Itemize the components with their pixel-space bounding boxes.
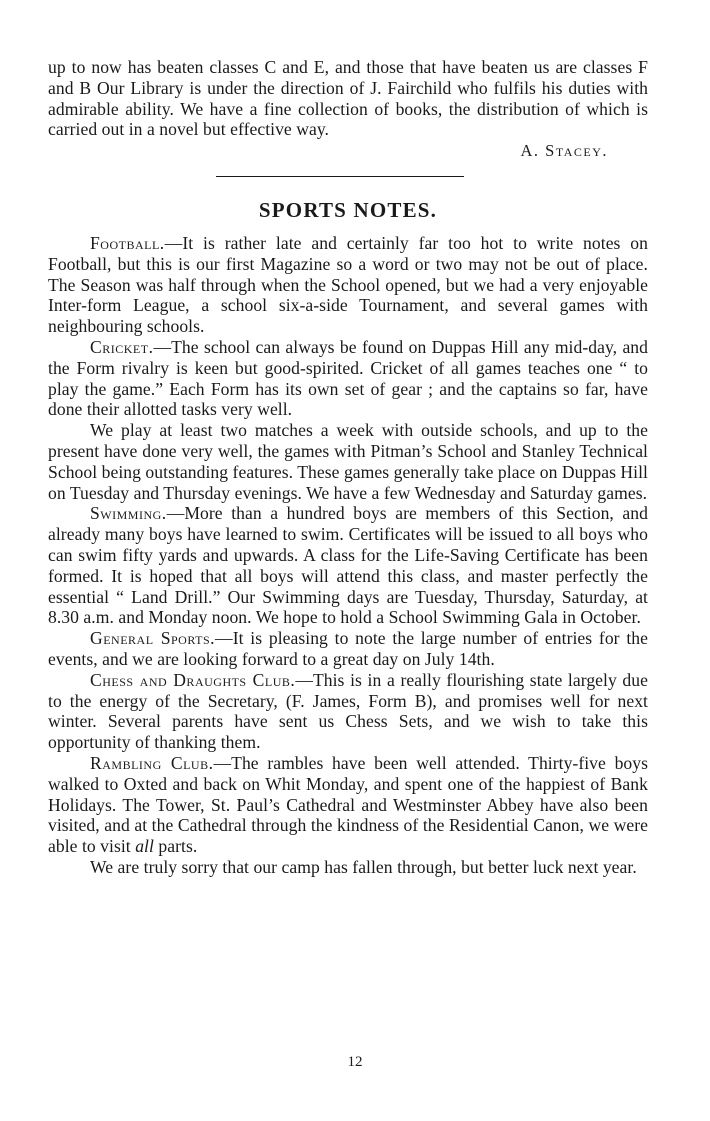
rambling-text-end: parts. [153, 836, 198, 857]
section-title: SPORTS NOTES. [258, 197, 438, 222]
football-paragraph [48, 233, 648, 337]
library-paragraph: up to now has beaten classes C and E, and those that have beaten us are classes F and B Our Library is under the direction of J. Fairchild who fulfils his duties with admirable ability. We have a fine collection of books, the distribution of which is carried out in a novel but effective way. [48, 57, 648, 140]
emphasis-all: all [135, 836, 154, 857]
author-signature: A. Stacey. [520, 141, 608, 161]
swimming-paragraph [48, 503, 648, 628]
chess-heading: Chess and Draughts Club. [90, 669, 296, 690]
section-divider [216, 176, 464, 177]
general-sports-text: —It is pleasing to note the large number of entries for the events, and we are looking forward to a great day on July 14th. [48, 628, 648, 669]
rambling-paragraph [48, 753, 648, 857]
cricket-paragraph [48, 337, 648, 420]
page-number: 12 [347, 1054, 363, 1070]
chess-text: —This is in a really flourishing state largely due to the energy of the Secretary, (F. James, Form B), and promises well for next winter. Several parents have sent us Chess Sets, and we wish to take this opportunity of thanking them. [48, 669, 648, 753]
rambling-text: —The rambles have been well attended. Thirty-five boys walked to Oxted and back on Whit Monday, and spent one of the happiest of Bank Holidays. The Tower, St. Paul’s Cathedral and Westminster Abbey have also been visited, and at the Cathedral through the kindness of the Residential Canon, we were able to visit [48, 752, 649, 857]
swimming-text: —More than a hundred boys are members of this Section, and already many boys have learned to swim. Certificates will be issued to all boys who can swim fifty yards and upwards. A class for the Life-Saving Certificate has been formed. It is hoped that all boys will attend this class, and master perfectly the essential “ Land Drill.” Our Swimming days are Tuesday, Thursday, Saturday, at 8.30 a.m. and Monday noon. We hope to hold a School Swimming Gala in October. [48, 503, 648, 628]
camp-text: We are truly sorry that our camp has fallen through, but better luck next year. [90, 856, 637, 877]
general-sports-paragraph [48, 628, 648, 670]
cricket-text: —The school can always be found on Duppas Hill any mid-day, and the Form rivalry is keen but good-spirited. Cricket of all games teaches one “ to play the game.” Each Form has its own set of gear ; and the captains so far, have done their allotted tasks very well. [48, 336, 648, 420]
page-content [48, 57, 648, 878]
football-text: —It is rather late and certainly far too hot to write notes on Football, but this is our first Magazine so a word or two may not be out of place. The Season was half through when the School opened, but we had a very enjoyable Inter-form League, a school six-a-side Tournament, and several games with neighbouring schools. [48, 232, 648, 337]
camp-paragraph [48, 857, 648, 878]
chess-paragraph [48, 670, 648, 753]
general-sports-heading: General Sports. [90, 628, 216, 649]
swimming-heading: Swimming. [90, 503, 167, 524]
football-heading: Football. [90, 232, 165, 253]
rambling-heading: Rambling Club. [90, 752, 214, 773]
cricket-heading: Cricket. [90, 336, 154, 357]
matches-text: We play at least two matches a week with outside schools, and up to the present have done very well, the games with Pitman’s School and Stanley Technical School being outstanding features. These games generally take place on Duppas Hill on Tuesday and Thursday evenings. We have a few Wednesday and Saturday games. [48, 420, 648, 503]
matches-paragraph [48, 420, 648, 503]
